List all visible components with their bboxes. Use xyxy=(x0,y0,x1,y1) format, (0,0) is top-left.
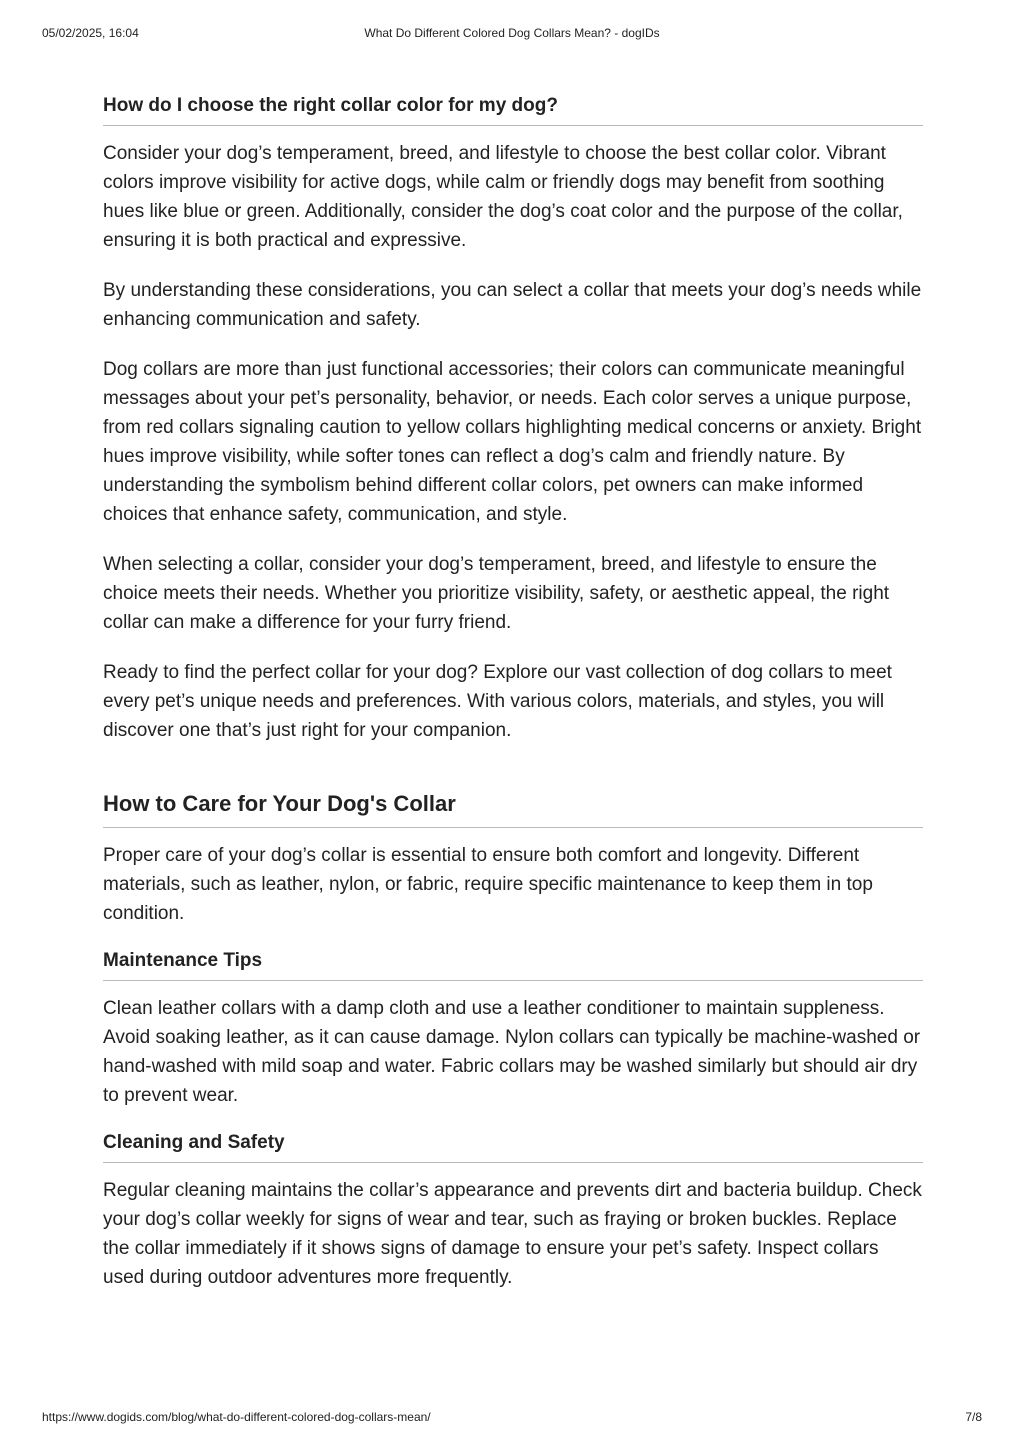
conclusion-paragraph: When selecting a collar, consider your dog’s temperament, breed, and lifestyle to ensure the choice meets their needs. Whether you prioritize visibility, safety, or aesthetic appeal, the right collar can make a difference for your furry friend. xyxy=(103,554,890,633)
cleaning-safety-paragraph: Regular cleaning maintains the collar’s appearance and prevents dirt and bacteria buildup. Check your dog’s collar weekly for signs of wear and tear, such as fraying or broken buckles. Replace the collar immediately if it shows signs of damage to ensure your pet’s safety. Inspect collars used during outdoor adventures more frequently. xyxy=(103,1180,922,1288)
cleaning-safety-heading: Cleaning and Safety xyxy=(103,1131,923,1163)
conclusion-paragraph: Dog collars are more than just functional accessories; their colors can communicate meaningful messages about your pet’s personality, behavior, or needs. Each color serves a unique purpose, from red collars signaling caution to yellow collars highlighting medical concerns or anxiety. Bright hues improve visibility, while softer tones can reflect a dog’s calm and friendly nature. By understanding the symbolism behind different collar colors, pet owners can make informed choices that enhance safety, communication, and style. xyxy=(103,359,922,525)
print-url: https://www.dogids.com/blog/what-do-different-colored-dog-collars-mean/ xyxy=(42,1410,431,1424)
care-intro-paragraph: Proper care of your dog’s collar is essential to ensure both comfort and longevity. Different materials, such as leather, nylon, or fabric, require specific maintenance to keep them in top condition. xyxy=(103,845,873,924)
faq-paragraph: By understanding these considerations, you can select a collar that meets your dog’s needs while enhancing communication and safety. xyxy=(103,280,922,330)
faq-heading: How do I choose the right collar color for my dog? xyxy=(103,94,923,126)
print-footer xyxy=(0,1410,1024,1426)
care-section-heading: How to Care for Your Dog's Collar xyxy=(103,790,923,828)
faq-paragraph: Consider your dog’s temperament, breed, and lifestyle to choose the best collar color. Vibrant colors improve visibility for active dogs, while calm or friendly dogs may benefit from soothing hues like blue or green. Additionally, consider the dog’s coat color and the purpose of the collar, ensuring it is both practical and expressive. xyxy=(103,143,903,251)
maintenance-tips-heading: Maintenance Tips xyxy=(103,949,923,981)
article-body xyxy=(103,94,923,1292)
maintenance-tips-paragraph: Clean leather collars with a damp cloth and use a leather conditioner to maintain suppleness. Avoid soaking leather, as it can cause damage. Nylon collars can typically be machine-washed or hand-washed with mild soap and water. Fabric collars may be washed similarly but should air dry to prevent wear. xyxy=(103,998,921,1106)
print-datetime: 05/02/2025, 16:04 xyxy=(42,26,139,40)
print-page-title: What Do Different Colored Dog Collars Mean? - dogIDs xyxy=(364,26,660,40)
cta-paragraph: Ready to find the perfect collar for your dog? Explore our vast collection of dog collars to meet every pet’s unique needs and preferences. With various colors, materials, and styles, you will discover one that’s just right for your companion. xyxy=(103,662,892,741)
print-header xyxy=(0,26,1024,42)
page-number: 7/8 xyxy=(965,1410,982,1424)
